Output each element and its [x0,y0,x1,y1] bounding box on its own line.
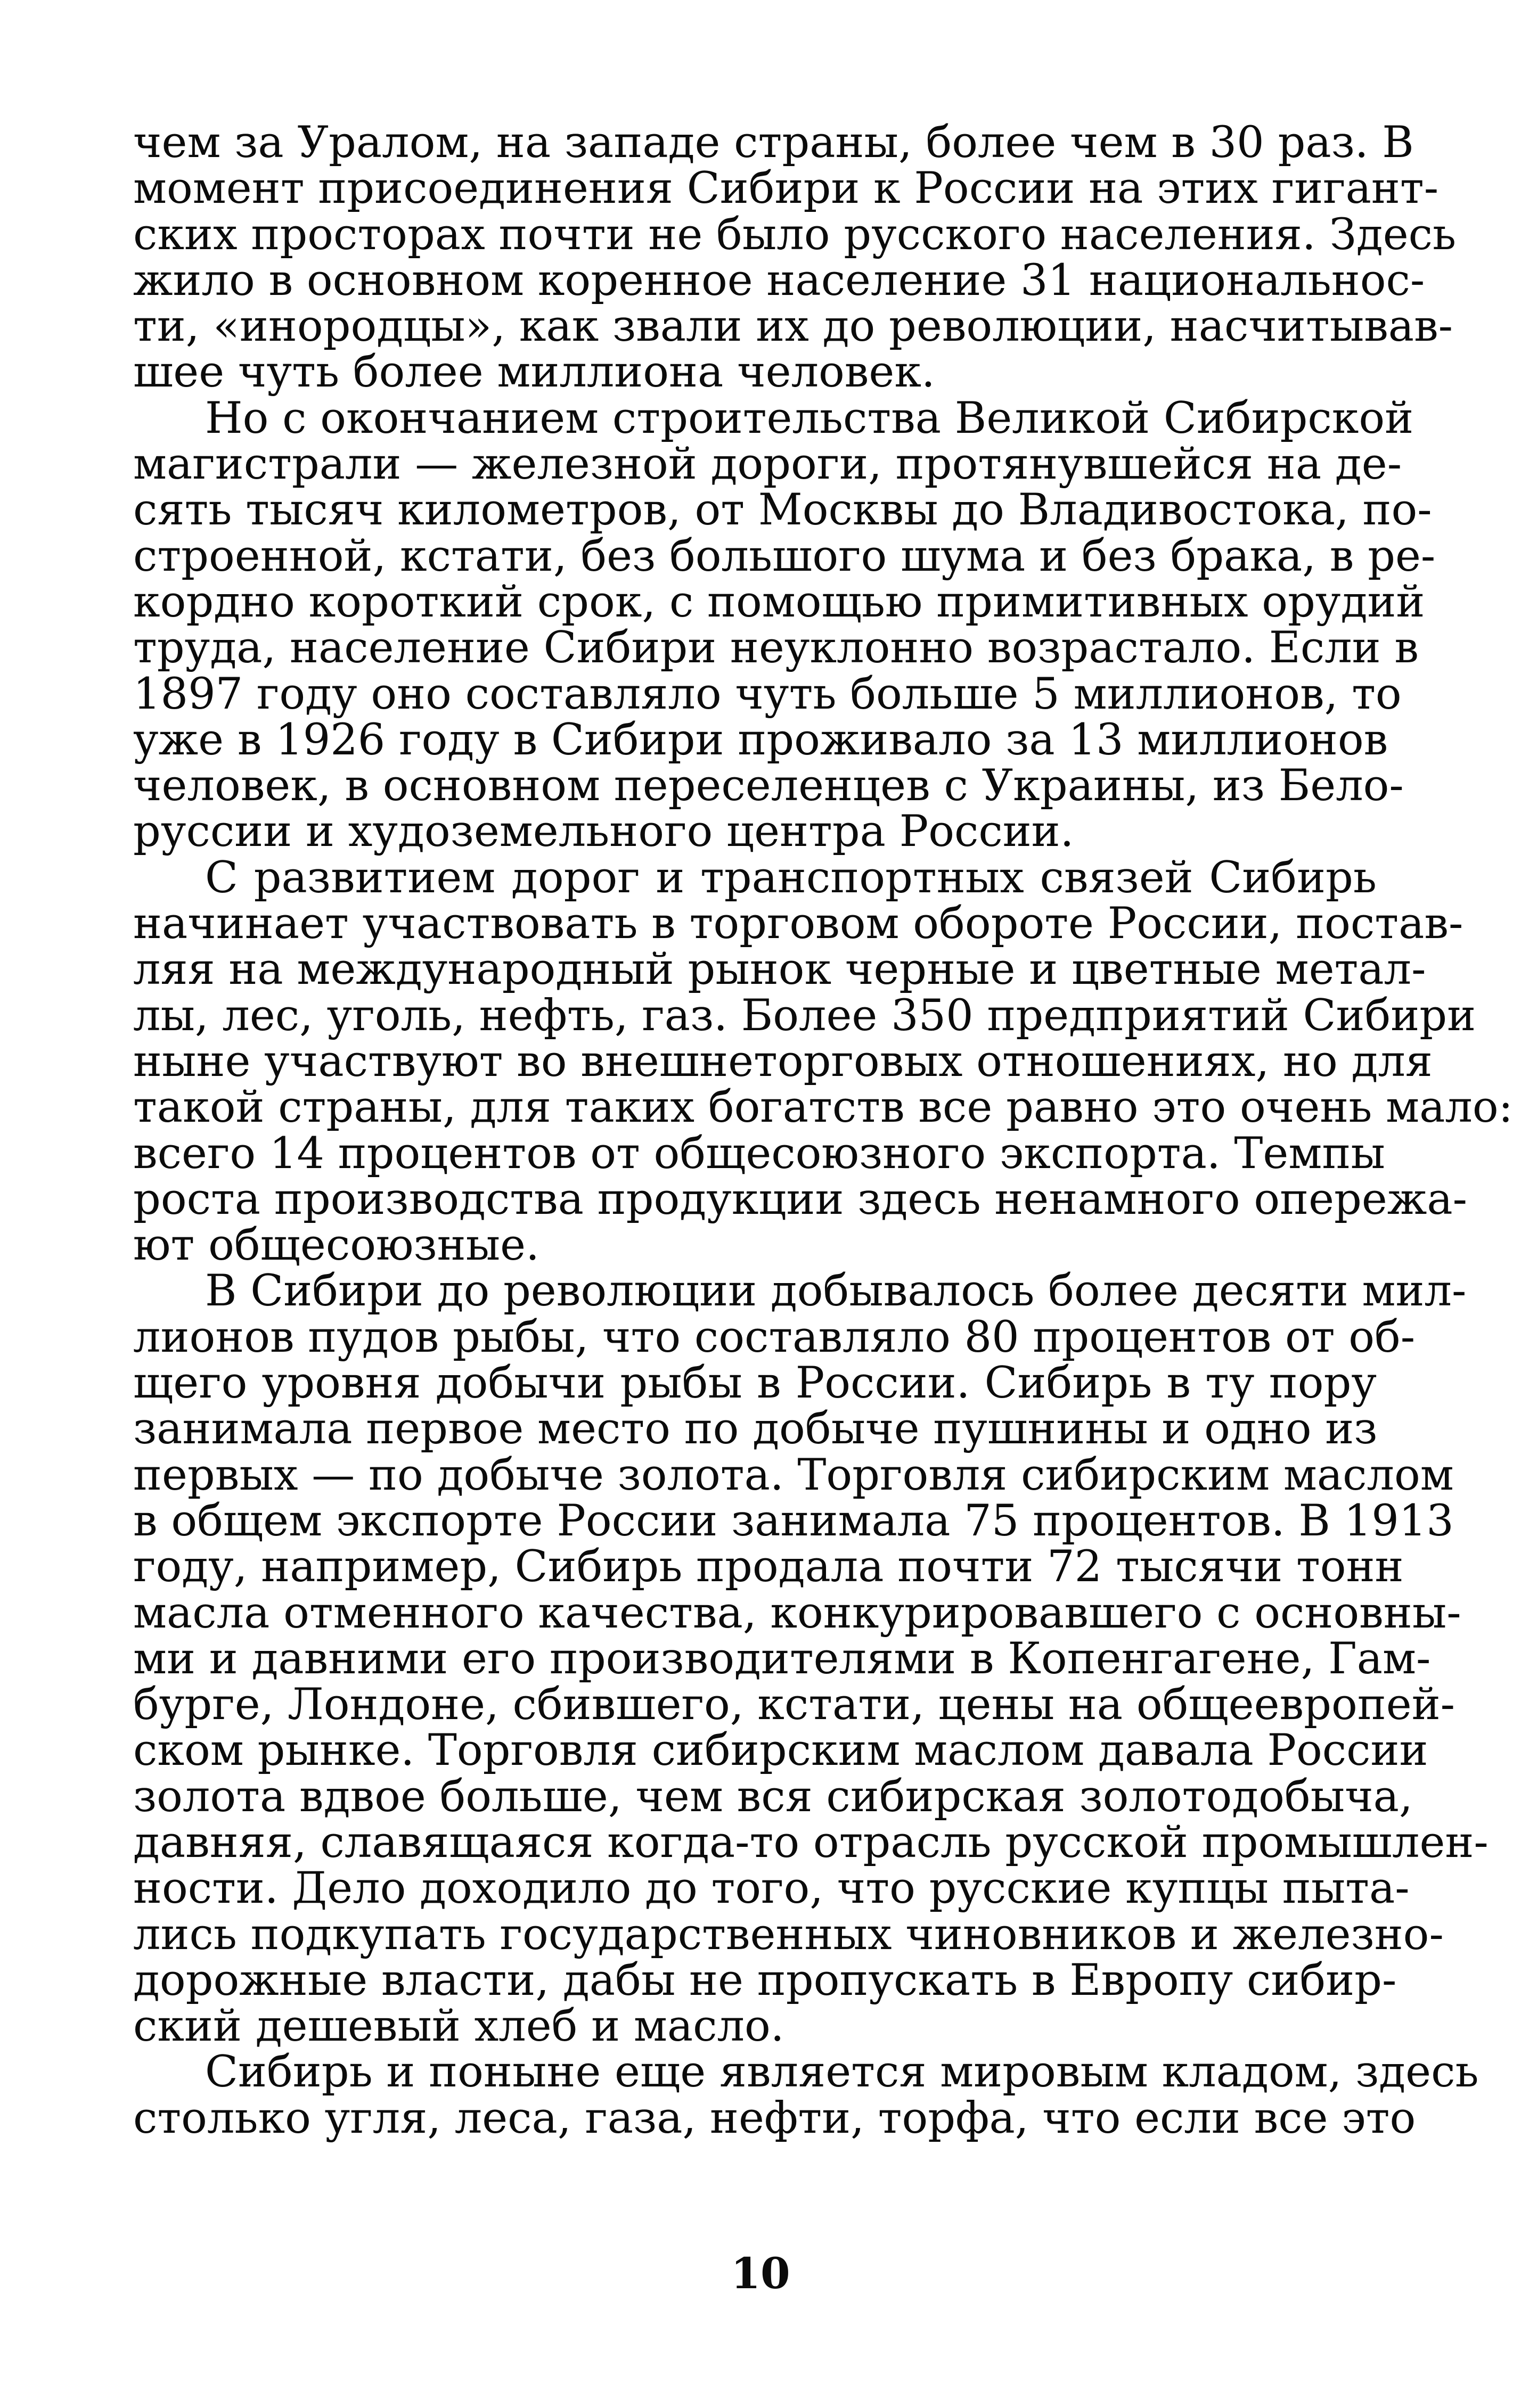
text-line: дорожные власти, дабы не пропускать в Европу сибир- [133,1955,1397,2006]
text-line: масла отменного качества, конкурировавшего с основны- [133,1588,1461,1638]
text-line: уже в 1926 году в Сибири проживало за 13 миллионов [133,714,1388,765]
body-text [133,118,1513,2143]
text-line: сять тысяч километров, от Москвы до Владивостока, по- [133,485,1432,536]
text-line: всего 14 процентов от общесоюзного экспорта. Темпы [133,1128,1385,1179]
text-line: бурге, Лондоне, сбившего, кстати, цены на общеевропей- [133,1680,1455,1730]
text-line: начинает участвовать в торговом обороте России, постав- [133,899,1463,949]
text-line: ности. Дело доходило до того, что русские купцы пыта- [133,1863,1410,1914]
text-line: занимала первое место по добыче пушнины и одно из [133,1404,1378,1454]
text-line: кордно короткий срок, с помощью примитивных орудий [133,577,1425,627]
text-line: давняя, славящаяся когда-то отрасль русской промышлен- [133,1817,1489,1868]
text-line: лись подкупать государственных чиновников и железно- [133,1909,1444,1960]
text-line: году, например, Сибирь продала почти 72 тысячи тонн [133,1542,1404,1592]
text-line: золота вдвое больше, чем вся сибирская золотодобыча, [133,1771,1413,1822]
text-line: момент присоединения Сибири к России на этих гигант- [133,163,1439,214]
text-line: ских просторах почти не было русского населения. Здесь [133,209,1457,260]
text-line: ныне участвуют во внешнеторговых отношениях, но для [133,1036,1433,1087]
paragraph-first-line: С развитием дорог и транспортных связей Сибирь [205,852,1377,903]
text-line: руссии и худоземельного центра России. [133,807,1074,857]
page-number: 10 [731,2248,790,2298]
text-line: первых — по добыче золота. Торговля сибирским маслом [133,1450,1454,1500]
text-line: роста производства продукции здесь ненамного опережа- [133,1174,1467,1224]
text-line: лы, лес, уголь, нефть, газ. Более 350 предприятий Сибири [133,990,1476,1041]
text-line: жило в основном коренное население 31 национальнос- [133,255,1425,306]
text-line: в общем экспорте России занимала 75 процентов. В 1913 [133,1495,1454,1546]
text-line: ми и давними его производителями в Копенгагене, Гам- [133,1633,1431,1684]
paragraph-first-line: Сибирь и поныне еще является мировым кладом, здесь [205,2047,1479,2098]
text-line: 1897 году оно составляло чуть больше 5 миллионов, то [133,669,1402,719]
text-line: труда, население Сибири неуклонно возрастало. Если в [133,623,1419,673]
text-line: лионов пудов рыбы, что составляло 80 процентов от об- [133,1312,1416,1362]
text-line: шее чуть более миллиона человек. [133,347,935,398]
text-line: ском рынке. Торговля сибирским маслом давала России [133,1725,1428,1776]
text-line: строенной, кстати, без большого шума и без брака, в ре- [133,531,1436,581]
text-line: ский дешевый хлеб и масло. [133,2001,784,2052]
text-line: чем за Уралом, на западе страны, более чем в 30 раз. В [133,118,1414,168]
text-line: ют общесоюзные. [133,1220,539,1271]
text-line: магистрали — железной дороги, протянувшейся на де- [133,439,1402,490]
text-line: ляя на международный рынок черные и цветные метал- [133,944,1426,995]
text-line: щего уровня добычи рыбы в России. Сибирь в ту пору [133,1358,1377,1409]
text-line: человек, в основном переселенцев с Украины, из Бело- [133,761,1404,811]
text-line: столько угля, леса, газа, нефти, торфа, что если все это [133,2093,1416,2143]
paragraph-first-line: В Сибири до революции добывалось более десяти мил- [205,1266,1467,1317]
text-line: ти, «инородцы», как звали их до революции, насчитывав- [133,301,1453,352]
text-line: такой страны, для таких богатств все равно это очень мало: [133,1082,1513,1133]
paragraph-first-line: Но с окончанием строительства Великой Сибирской [205,393,1414,443]
